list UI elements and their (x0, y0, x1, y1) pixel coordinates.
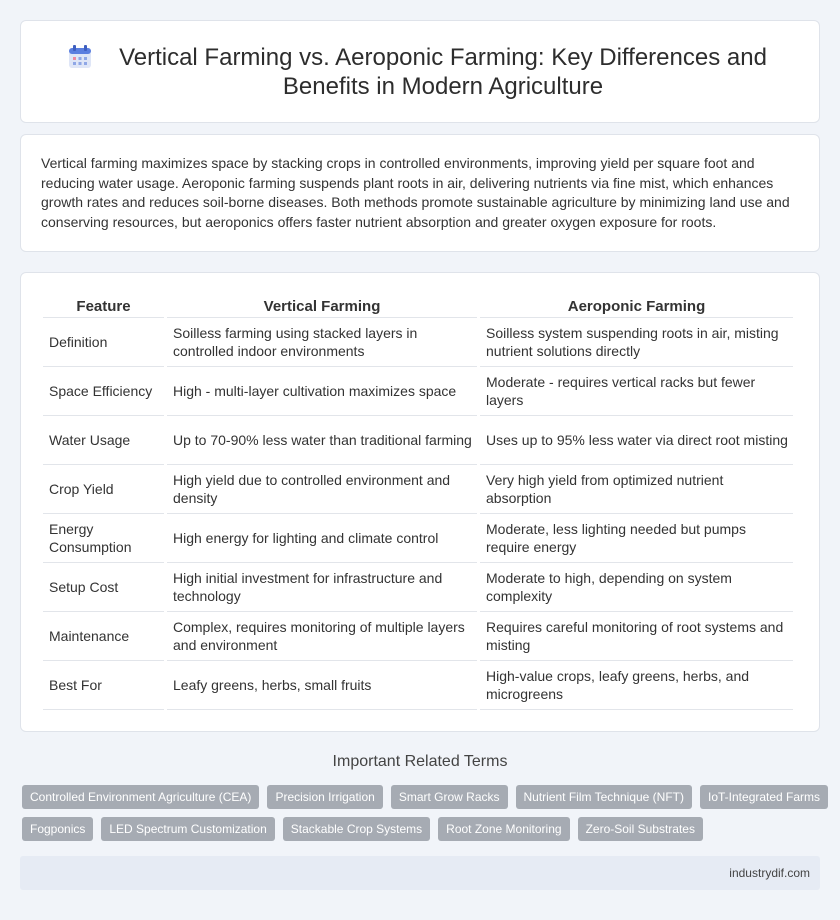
cell-aeroponic: Moderate - requires vertical racks but fewer layers (480, 367, 793, 416)
cell-feature: Setup Cost (43, 563, 164, 612)
cell-vertical: High - multi-layer cultivation maximizes space (167, 367, 477, 416)
tag[interactable]: Precision Irrigation (267, 785, 382, 809)
header-aeroponic: Aeroponic Farming (480, 295, 793, 318)
header-feature: Feature (43, 295, 164, 318)
cell-vertical: High initial investment for infrastructure and technology (167, 563, 477, 612)
tag-row (22, 785, 822, 809)
title-card (20, 20, 820, 123)
table-row (43, 514, 793, 563)
header-vertical: Vertical Farming (167, 295, 477, 318)
cell-vertical: High yield due to controlled environment and density (167, 465, 477, 514)
table-row (43, 612, 793, 661)
tag[interactable]: IoT-Integrated Farms (700, 785, 828, 809)
comparison-table (40, 295, 796, 710)
cell-aeroponic: High-value crops, leafy greens, herbs, and microgreens (480, 661, 793, 710)
related-terms-title: Important Related Terms (332, 753, 508, 770)
cell-aeroponic: Moderate to high, depending on system complexity (480, 563, 793, 612)
cell-vertical: Leafy greens, herbs, small fruits (167, 661, 477, 710)
cell-feature: Crop Yield (43, 465, 164, 514)
table-row (43, 661, 793, 710)
table-row (43, 465, 793, 514)
cell-vertical: Up to 70-90% less water than traditional farming (167, 416, 477, 465)
cell-aeroponic: Very high yield from optimized nutrient absorption (480, 465, 793, 514)
tag[interactable]: Stackable Crop Systems (283, 817, 430, 841)
intro-text: Vertical farming maximizes space by stacking crops in controlled environments, improving yield per square foot and reducing water usage. Aeroponic farming suspends plant roots in air, delivering nutrients via fine mist, which enhances growth rates and reduces soil-borne diseases. Both methods promote sustainable agriculture by minimizing land use and conserving resources, but aeroponics offers faster nutrient absorption and greater oxygen exposure for roots. (41, 155, 790, 230)
table-row (43, 367, 793, 416)
cell-vertical: Complex, requires monitoring of multiple layers and environment (167, 612, 477, 661)
footer (20, 856, 820, 890)
page-title: Vertical Farming vs. Aeroponic Farming: Key Differences and Benefits in Modern Agriculture (119, 43, 767, 100)
table-row (43, 318, 793, 367)
tag[interactable]: Fogponics (22, 817, 93, 841)
cell-feature: Best For (43, 661, 164, 710)
tag[interactable]: Smart Grow Racks (391, 785, 508, 809)
tag[interactable]: Root Zone Monitoring (438, 817, 569, 841)
tag-row (22, 817, 822, 841)
cell-feature: Water Usage (43, 416, 164, 465)
intro-card (20, 134, 820, 252)
cell-aeroponic: Uses up to 95% less water via direct root misting (480, 416, 793, 465)
calendar-icon (67, 44, 93, 70)
cell-aeroponic: Requires careful monitoring of root systems and misting (480, 612, 793, 661)
tag[interactable]: Nutrient Film Technique (NFT) (516, 785, 693, 809)
tag[interactable]: LED Spectrum Customization (101, 817, 274, 841)
title-wrap (60, 43, 780, 101)
tag[interactable]: Controlled Environment Agriculture (CEA) (22, 785, 259, 809)
comparison-card (20, 272, 820, 732)
cell-vertical: High energy for lighting and climate control (167, 514, 477, 563)
cell-vertical: Soilless farming using stacked layers in controlled indoor environments (167, 318, 477, 367)
table-row (43, 416, 793, 465)
related-tags (22, 785, 822, 849)
footer-site[interactable]: industrydif.com (729, 866, 810, 880)
cell-feature: Space Efficiency (43, 367, 164, 416)
cell-aeroponic: Moderate, less lighting needed but pumps require energy (480, 514, 793, 563)
cell-feature: Maintenance (43, 612, 164, 661)
tag[interactable]: Zero-Soil Substrates (578, 817, 703, 841)
table-header-row (43, 295, 793, 318)
cell-feature: Energy Consumption (43, 514, 164, 563)
table-row (43, 563, 793, 612)
cell-feature: Definition (43, 318, 164, 367)
cell-aeroponic: Soilless system suspending roots in air, misting nutrient solutions directly (480, 318, 793, 367)
